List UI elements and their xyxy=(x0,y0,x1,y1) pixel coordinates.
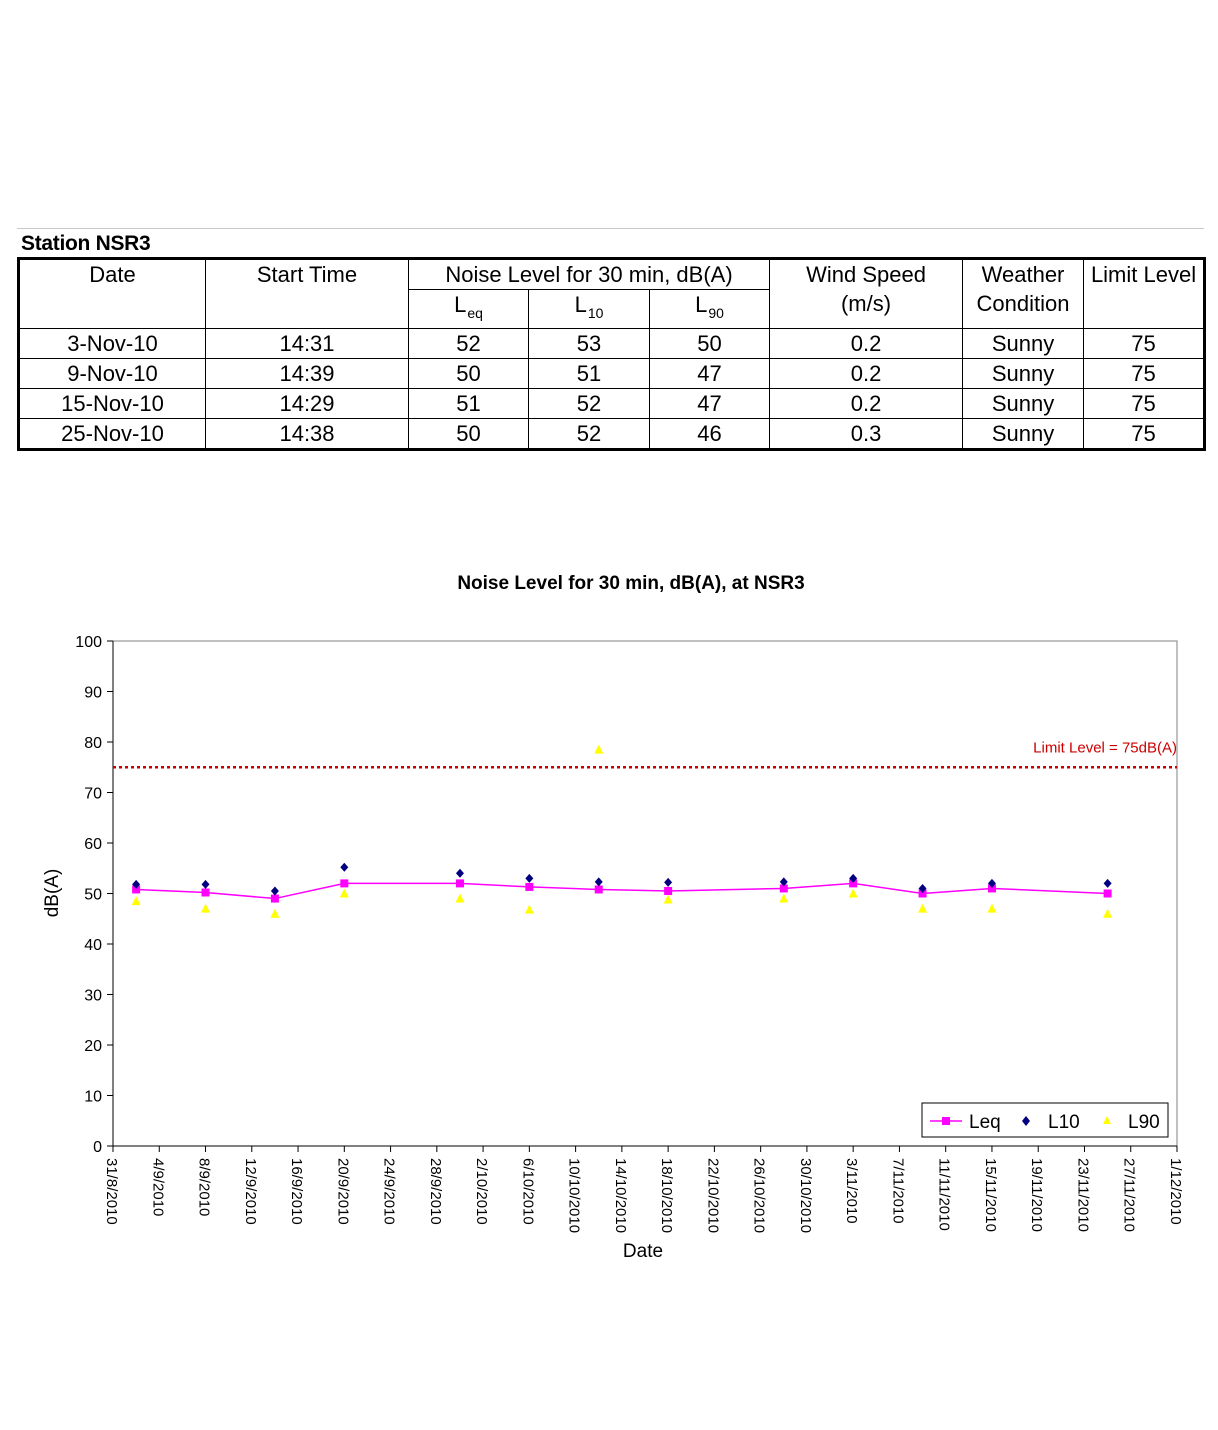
x-tick-label: 20/9/2010 xyxy=(334,1158,352,1225)
table-row xyxy=(19,389,1205,419)
y-axis xyxy=(75,634,113,1156)
header-weather xyxy=(963,259,1084,329)
x-tick-label: 10/10/2010 xyxy=(565,1158,583,1234)
cell-limit: 75 xyxy=(1084,359,1205,389)
table-row xyxy=(19,419,1205,450)
header-l90: $L_{90}$ xyxy=(650,290,770,329)
cell-wind-speed: 0.3 xyxy=(770,419,963,450)
cell-date: 3-Nov-10 xyxy=(19,329,206,359)
data-point-leq xyxy=(664,887,672,895)
cell-wind-speed: 0.2 xyxy=(770,359,963,389)
x-tick-label: 28/9/2010 xyxy=(426,1158,444,1225)
x-tick-label: 12/9/2010 xyxy=(241,1158,259,1225)
x-tick-label: 11/11/2010 xyxy=(935,1158,953,1231)
cell-l90: 50 xyxy=(650,329,770,359)
cell-limit: 75 xyxy=(1084,329,1205,359)
noise-data-table xyxy=(17,257,1206,451)
data-point-leq xyxy=(525,883,533,891)
header-leq: $L_{eq}$ xyxy=(409,290,529,329)
y-tick-label: 0 xyxy=(93,1139,102,1156)
cell-leq: 51 xyxy=(409,389,529,419)
cell-weather: Sunny xyxy=(963,419,1084,450)
data-point-leq xyxy=(340,879,348,887)
x-tick-label: 23/11/2010 xyxy=(1074,1158,1092,1232)
x-tick-label: 4/9/2010 xyxy=(149,1158,167,1217)
header-date: Date xyxy=(19,259,206,329)
header-wind-speed xyxy=(770,259,963,329)
x-tick-label: 1/12/2010 xyxy=(1167,1158,1184,1225)
x-tick-label: 7/11/2010 xyxy=(889,1158,907,1224)
x-tick-label: 27/11/2010 xyxy=(1120,1158,1138,1232)
cell-l10: 53 xyxy=(529,329,650,359)
cell-wind-speed: 0.2 xyxy=(770,389,963,419)
cell-l90: 47 xyxy=(650,389,770,419)
cell-l10: 52 xyxy=(529,419,650,450)
cell-l90: 47 xyxy=(650,359,770,389)
cell-weather: Sunny xyxy=(963,329,1084,359)
cell-date: 25-Nov-10 xyxy=(19,419,206,450)
x-tick-label: 14/10/2010 xyxy=(611,1158,629,1234)
header-weather-line2: Condition xyxy=(976,291,1070,316)
cell-leq: 50 xyxy=(409,419,529,450)
y-tick-label: 60 xyxy=(84,836,102,853)
x-tick-label: 24/9/2010 xyxy=(380,1158,398,1225)
cell-start-time: 14:38 xyxy=(206,419,409,450)
station-title: Station NSR3 xyxy=(17,228,1204,257)
x-tick-label: 26/10/2010 xyxy=(750,1158,768,1234)
data-point-leq xyxy=(1104,890,1112,898)
y-tick-label: 90 xyxy=(84,684,102,702)
cell-l10: 51 xyxy=(529,359,650,389)
x-axis xyxy=(103,1146,1184,1233)
legend-l10-label: L10 xyxy=(1048,1112,1080,1133)
x-tick-label: 3/11/2010 xyxy=(843,1158,861,1224)
x-tick-label: 16/9/2010 xyxy=(288,1158,306,1225)
plot-area xyxy=(113,641,1177,1146)
chart-legend xyxy=(922,1103,1168,1137)
y-tick-label: 80 xyxy=(84,735,102,752)
y-tick-label: 50 xyxy=(84,886,102,904)
legend-leq-marker xyxy=(942,1117,950,1125)
header-wind-speed-line2: (m/s) xyxy=(840,291,892,316)
header-start-time: Start Time xyxy=(206,259,409,329)
x-axis-label: Date xyxy=(622,1241,664,1262)
cell-date: 9-Nov-10 xyxy=(19,359,206,389)
data-point-leq xyxy=(202,888,210,896)
x-tick-label: 30/10/2010 xyxy=(796,1158,814,1234)
table-header-row xyxy=(19,259,1205,290)
cell-leq: 50 xyxy=(409,359,529,389)
y-tick-label: 40 xyxy=(84,937,102,954)
table-row xyxy=(19,329,1205,359)
y-tick-label: 70 xyxy=(84,785,102,803)
y-tick-label: 100 xyxy=(75,634,102,651)
y-tick-label: 30 xyxy=(84,987,102,1005)
header-wind-speed-line1: Wind Speed xyxy=(806,262,926,287)
legend-leq-label: Leq xyxy=(969,1112,1001,1133)
cell-start-time: 14:29 xyxy=(206,389,409,419)
data-point-leq xyxy=(595,885,603,893)
cell-weather: Sunny xyxy=(963,359,1084,389)
cell-start-time: 14:39 xyxy=(206,359,409,389)
x-tick-label: 18/10/2010 xyxy=(658,1158,676,1234)
header-weather-line1: Weather xyxy=(981,262,1065,287)
cell-wind-speed: 0.2 xyxy=(770,329,963,359)
cell-date: 15-Nov-10 xyxy=(19,389,206,419)
y-tick-label: 20 xyxy=(84,1038,102,1055)
station-table-block xyxy=(17,228,1204,451)
x-tick-label: 22/10/2010 xyxy=(704,1158,722,1234)
y-axis-label: dB(A) xyxy=(42,868,63,918)
data-point-leq xyxy=(456,879,464,887)
noise-level-chart xyxy=(0,555,1218,1275)
legend-l90-label: L90 xyxy=(1128,1112,1160,1133)
cell-l10: 52 xyxy=(529,389,650,419)
x-tick-label: 31/8/2010 xyxy=(103,1158,120,1225)
cell-l90: 46 xyxy=(650,419,770,450)
header-limit-level: Limit Level xyxy=(1084,259,1205,329)
chart-title: Noise Level for 30 min, dB(A), at NSR3 xyxy=(457,573,805,594)
cell-limit: 75 xyxy=(1084,419,1205,450)
y-tick-label: 10 xyxy=(84,1088,102,1106)
data-point-leq xyxy=(271,895,279,903)
cell-start-time: 14:31 xyxy=(206,329,409,359)
x-tick-label: 15/11/2010 xyxy=(981,1158,999,1232)
x-tick-label: 6/10/2010 xyxy=(519,1158,537,1225)
table-row xyxy=(19,359,1205,389)
header-noise-level: Noise Level for 30 min, dB(A) xyxy=(409,259,770,290)
header-l10: $L_{10}$ xyxy=(529,290,650,329)
cell-leq: 52 xyxy=(409,329,529,359)
x-tick-label: 19/11/2010 xyxy=(1028,1158,1046,1232)
cell-limit: 75 xyxy=(1084,389,1205,419)
cell-weather: Sunny xyxy=(963,389,1084,419)
x-tick-label: 2/10/2010 xyxy=(473,1158,491,1225)
limit-line-label: Limit Level = 75dB(A) xyxy=(1033,739,1177,757)
x-tick-label: 8/9/2010 xyxy=(195,1158,213,1217)
